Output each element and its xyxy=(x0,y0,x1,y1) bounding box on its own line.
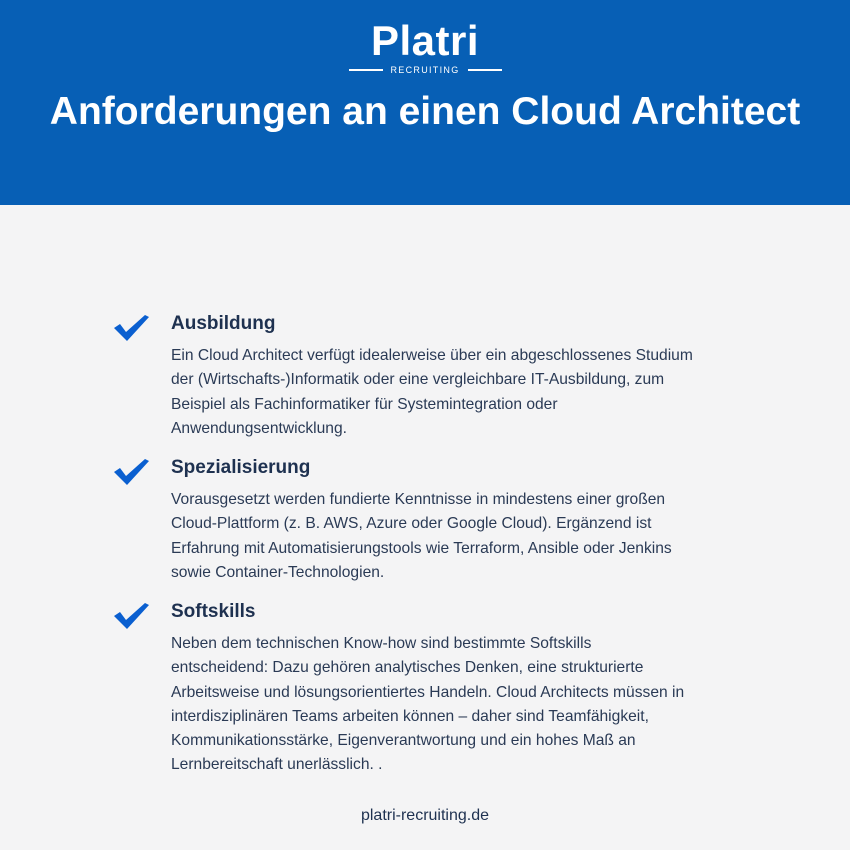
page-title: Anforderungen an einen Cloud Architect xyxy=(49,90,801,133)
check-icon xyxy=(112,313,150,343)
text-line: Erfahrung mit Automatisierungstools wie Terraform, Ansible oder Jenkins xyxy=(171,539,672,557)
section-text xyxy=(171,632,751,778)
logo-subtitle: RECRUITING xyxy=(390,65,460,75)
logo-line-left xyxy=(349,69,383,71)
section-text xyxy=(171,344,751,441)
text-line: Lernbereitschaft unerlässlich. . xyxy=(171,756,383,774)
header-banner xyxy=(0,0,850,205)
platri-logo xyxy=(0,18,850,76)
check-icon xyxy=(112,457,150,487)
logo-line-right xyxy=(468,69,502,71)
text-line: Arbeitsweise und lösungsorientiertes Handeln. Cloud Architects müssen in xyxy=(171,683,685,701)
text-line: Neben dem technischen Know-how sind bestimmte Softskills xyxy=(171,635,592,652)
logo-subtitle-row xyxy=(0,64,850,76)
check-icon xyxy=(112,601,150,631)
text-line: Kommunikationsstärke, Eigenverantwortung und ein hohes Maß an xyxy=(171,732,636,750)
text-line: der (Wirtschafts-)Informatik oder eine vergleichbare IT-Ausbildung, zum xyxy=(171,371,665,389)
text-line: entscheidend: Dazu gehören analytisches Denken, eine strukturierte xyxy=(171,659,644,677)
section-title: Ausbildung xyxy=(171,313,276,334)
text-line: Ein Cloud Architect verfügt idealerweise über ein abgeschlossenes Studium xyxy=(171,347,693,364)
text-line: Beispiel als Fachinformatiker für Systemintegration oder xyxy=(171,395,558,413)
text-line: interdisziplinären Teams arbeiten können – daher sind Teamfähigkeit, xyxy=(171,707,649,725)
footer-website: platri-recruiting.de xyxy=(360,807,490,824)
section-title: Spezialisierung xyxy=(171,457,311,478)
text-line: Anwendungsentwicklung. xyxy=(171,419,347,437)
text-line: Cloud-Plattform (z. B. AWS, Azure oder Google Cloud). Ergänzend ist xyxy=(171,515,652,533)
text-line: Vorausgesetzt werden fundierte Kenntnisse in mindestens einer großen xyxy=(171,491,666,508)
logo-wordmark: Platri xyxy=(370,17,480,64)
section-text xyxy=(171,488,751,585)
text-line: sowie Container-Technologien. xyxy=(171,563,385,581)
section-title: Softskills xyxy=(171,601,256,622)
